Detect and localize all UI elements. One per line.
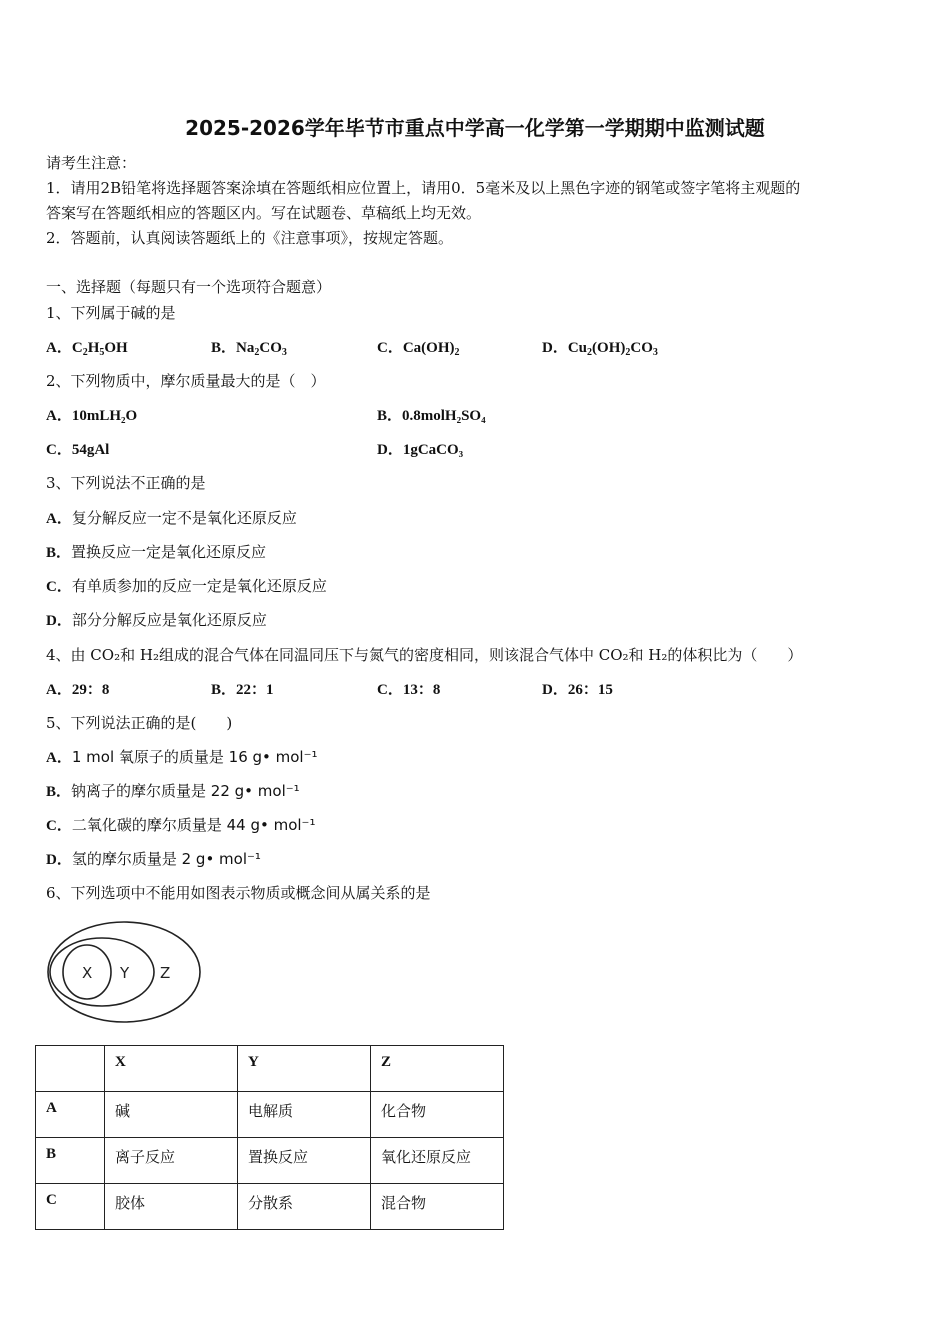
q4-option-c: C．13：8 (377, 682, 441, 698)
q2-option-a: A．10mLH₂O (46, 408, 138, 424)
table-header-x: X (105, 1046, 238, 1092)
notes-heading: 请考生注意： (46, 154, 137, 172)
q1-option-a: A．$C_2H_5OH$ (46, 340, 128, 358)
q2-option-c: C．54gAl (46, 442, 110, 458)
row-label: C (36, 1184, 105, 1230)
q3-option-d: D．部分分解反应是氧化还原反应 (46, 611, 267, 629)
q1-option-d: D．$Cu_2(OH)_2CO_3$ (542, 340, 658, 358)
q5-option-a: A．1 mol 氧原子的质量是 16 g• mol⁻¹ (46, 748, 318, 766)
q5-option-d: D．氢的摩尔质量是 2 g• mol⁻¹ (46, 850, 261, 868)
table-header-row (36, 1046, 504, 1092)
table-header-y: Y (238, 1046, 371, 1092)
table-row (36, 1092, 504, 1138)
q3-option-a: A．复分解反应一定不是氧化还原反应 (46, 509, 297, 527)
table-cell: 碱 (105, 1092, 238, 1138)
table-header-z: Z (371, 1046, 504, 1092)
q2-option-d: D．1gCaCO₃ (377, 442, 464, 458)
venn-label-x: X (82, 964, 93, 982)
page-title: 2025-2026学年毕节市重点中学高一化学第一学期期中监测试题 (185, 116, 765, 140)
q4-stem: 4、由 CO₂和 H₂组成的混合气体在同温同压下与氮气的密度相同，则该混合气体中 CO₂和 H₂的体积比为（ ） (46, 646, 803, 664)
table-cell: 分散系 (238, 1184, 371, 1230)
q2-stem: 2、下列物质中，摩尔质量最大的是（ ） (46, 372, 326, 390)
venn-label-z: Z (160, 964, 171, 982)
table-cell: 氧化还原反应 (371, 1138, 504, 1184)
q6-table (35, 1045, 504, 1230)
q3-stem: 3、下列说法不正确的是 (46, 474, 206, 492)
table-cell: 置换反应 (238, 1138, 371, 1184)
q1-stem: 1、下列属于碱的是 (46, 304, 176, 322)
table-cell: 混合物 (371, 1184, 504, 1230)
note-2: 2．答题前，认真阅读答题纸上的《注意事项》，按规定答题。 (46, 229, 454, 247)
venn-middle-ellipse (50, 938, 154, 1006)
q2-option-b: B．0.8molH₂SO₄ (377, 408, 486, 424)
table-cell: 胶体 (105, 1184, 238, 1230)
q6-stem: 6、下列选项中不能用如图表示物质或概念间从属关系的是 (46, 884, 431, 902)
q5-option-b: B．钠离子的摩尔质量是 22 g• mol⁻¹ (46, 782, 300, 800)
venn-diagram (44, 918, 204, 1026)
venn-label-y: Y (120, 964, 130, 982)
section-title: 一、选择题（每题只有一个选项符合题意） (46, 278, 332, 296)
table-cell: 化合物 (371, 1092, 504, 1138)
note-1-line-1: 1．请用2B铅笔将选择题答案涂填在答题纸相应位置上，请用0．5毫米及以上黑色字迹的钢笔或签字笔将主观题的 (46, 179, 801, 197)
table-row (36, 1138, 504, 1184)
q5-stem: 5、下列说法正确的是( ) (46, 714, 233, 732)
table-cell (36, 1046, 105, 1092)
row-label: A (36, 1092, 105, 1138)
q1-option-c: C．$Ca(OH)_2$ (377, 340, 460, 358)
q3-option-b: B．置换反应一定是氧化还原反应 (46, 543, 267, 561)
q4-option-d: D．26：15 (542, 682, 613, 698)
q4-option-b: B．22：1 (211, 682, 274, 698)
q4-option-a: A．29：8 (46, 682, 110, 698)
q5-option-c: C．二氧化碳的摩尔质量是 44 g• mol⁻¹ (46, 816, 316, 834)
q1-option-b: B．$Na_2CO_3$ (211, 340, 287, 358)
row-label: B (36, 1138, 105, 1184)
note-1-line-2: 答案写在答题纸相应的答题区内。写在试题卷、草稿纸上均无效。 (46, 204, 482, 222)
table-cell: 电解质 (238, 1092, 371, 1138)
table-row (36, 1184, 504, 1230)
q3-option-c: C．有单质参加的反应一定是氧化还原反应 (46, 577, 327, 595)
table-cell: 离子反应 (105, 1138, 238, 1184)
